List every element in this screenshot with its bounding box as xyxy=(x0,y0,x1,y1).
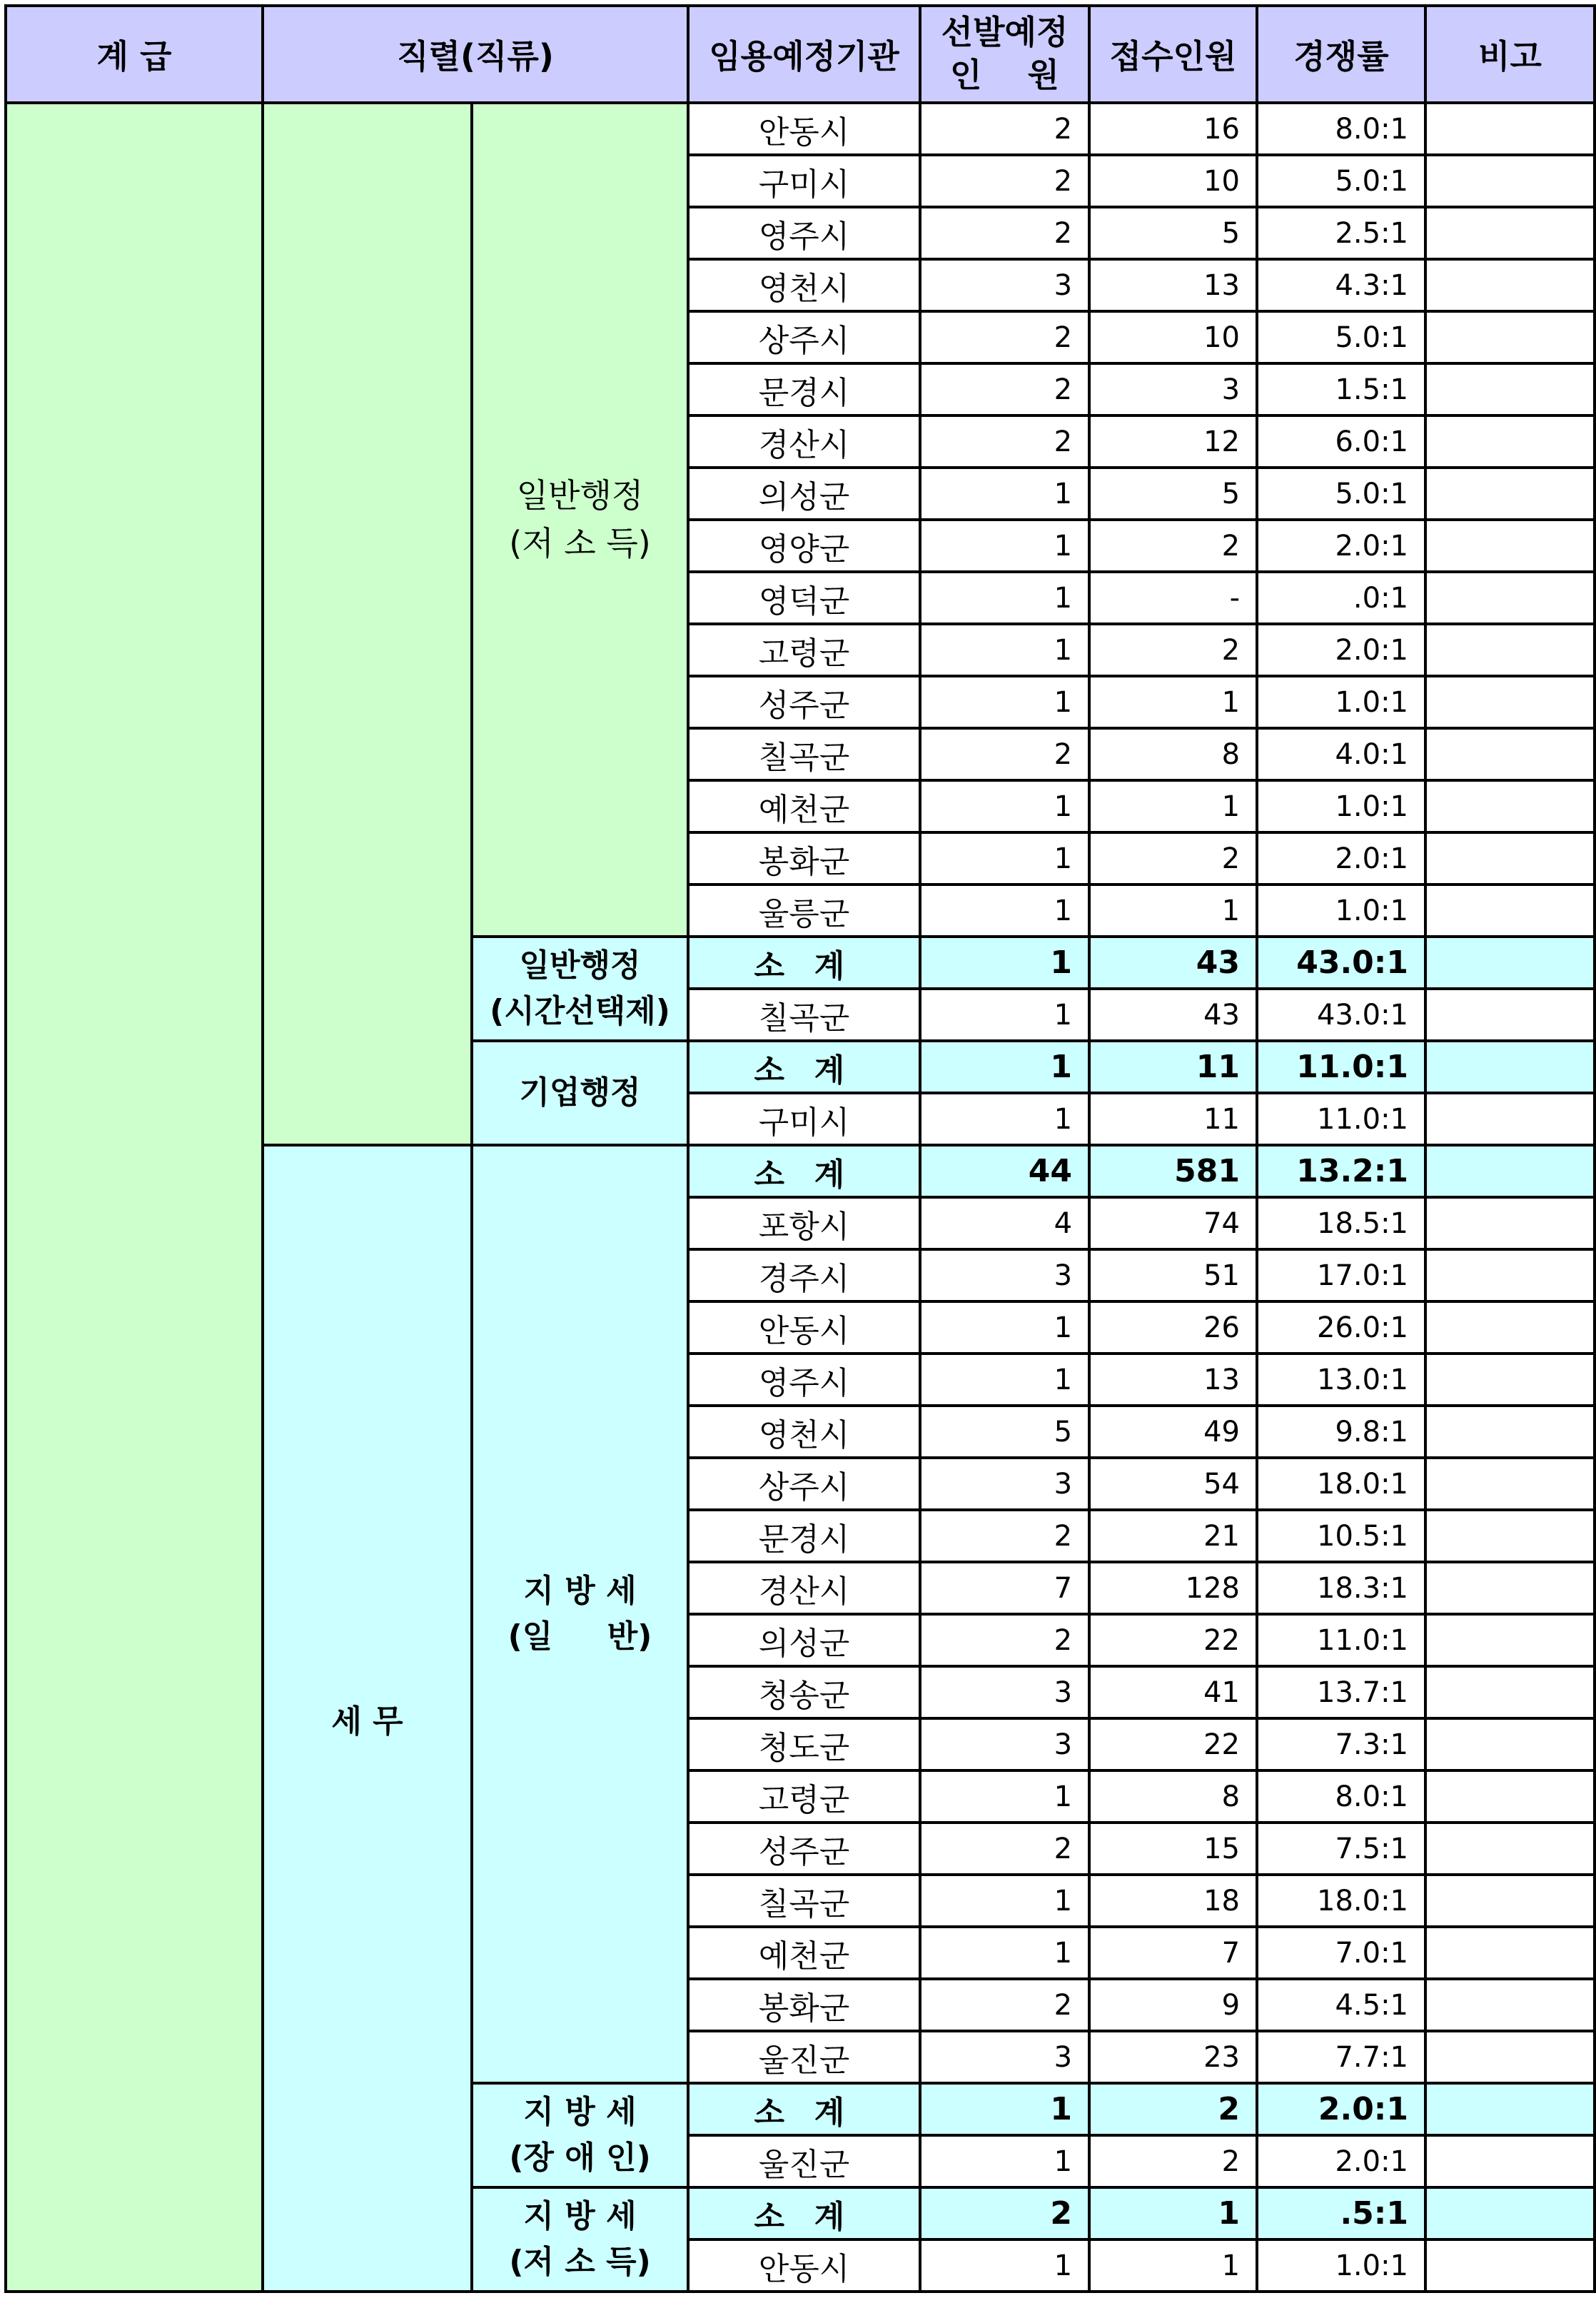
applicants-cell: 18 xyxy=(1089,1875,1257,1927)
ratio-cell: 26.0:1 xyxy=(1257,1301,1425,1354)
planned-cell: 1 xyxy=(920,1875,1089,1927)
applicants-cell: 22 xyxy=(1089,1718,1257,1770)
applicants-cell: 13 xyxy=(1089,259,1257,311)
note-cell xyxy=(1425,520,1595,572)
org-cell: 상주시 xyxy=(688,311,920,363)
org-cell: 경주시 xyxy=(688,1249,920,1301)
planned-cell: 1 xyxy=(920,520,1089,572)
ratio-cell: 18.3:1 xyxy=(1257,1562,1425,1614)
group-tax-lowincome: 지 방 세 (저 소 득) xyxy=(472,2187,688,2292)
header-org: 임용예정기관 xyxy=(688,6,920,103)
org-cell: 칠곡군 xyxy=(688,1875,920,1927)
applicants-cell: 1 xyxy=(1089,676,1257,728)
org-cell: 영덕군 xyxy=(688,572,920,624)
applicants-cell: 13 xyxy=(1089,1354,1257,1406)
ratio-cell: 1.0:1 xyxy=(1257,780,1425,832)
planned-cell: 3 xyxy=(920,1458,1089,1510)
note-cell xyxy=(1425,1406,1595,1458)
planned-cell: 44 xyxy=(920,1145,1089,1197)
note-cell xyxy=(1425,311,1595,363)
note-cell xyxy=(1425,1718,1595,1770)
ratio-cell: 1.5:1 xyxy=(1257,363,1425,415)
org-cell: 소 계 xyxy=(688,1145,920,1197)
note-cell xyxy=(1425,1510,1595,1562)
note-cell xyxy=(1425,1301,1595,1354)
note-cell xyxy=(1425,103,1595,155)
planned-cell: 1 xyxy=(920,1093,1089,1145)
planned-cell: 7 xyxy=(920,1562,1089,1614)
org-cell: 경산시 xyxy=(688,415,920,468)
applicants-cell: 581 xyxy=(1089,1145,1257,1197)
applicants-cell: 12 xyxy=(1089,415,1257,468)
planned-cell: 1 xyxy=(920,2135,1089,2187)
group-gen-time: 일반행정 (시간선택제) xyxy=(472,937,688,1041)
ratio-cell: 1.0:1 xyxy=(1257,676,1425,728)
org-cell: 예천군 xyxy=(688,1927,920,1979)
note-cell xyxy=(1425,259,1595,311)
planned-cell: 1 xyxy=(920,1770,1089,1823)
applicants-cell: 11 xyxy=(1089,1093,1257,1145)
applicants-cell: 26 xyxy=(1089,1301,1257,1354)
ratio-cell: 6.0:1 xyxy=(1257,415,1425,468)
applicants-cell: 128 xyxy=(1089,1562,1257,1614)
note-cell xyxy=(1425,1458,1595,1510)
note-cell xyxy=(1425,1197,1595,1249)
org-cell: 안동시 xyxy=(688,1301,920,1354)
applicants-cell: - xyxy=(1089,572,1257,624)
org-cell: 청송군 xyxy=(688,1666,920,1718)
applicants-cell: 21 xyxy=(1089,1510,1257,1562)
ratio-cell: 9.8:1 xyxy=(1257,1406,1425,1458)
applicants-cell: 22 xyxy=(1089,1614,1257,1666)
org-cell: 칠곡군 xyxy=(688,728,920,780)
ratio-cell: 8.0:1 xyxy=(1257,1770,1425,1823)
ratio-cell: 43.0:1 xyxy=(1257,937,1425,989)
org-cell: 문경시 xyxy=(688,1510,920,1562)
applicants-cell: 1 xyxy=(1089,780,1257,832)
org-cell: 소 계 xyxy=(688,1041,920,1093)
ratio-cell: 7.7:1 xyxy=(1257,2031,1425,2083)
series-cell-tax: 세 무 xyxy=(263,1145,472,2292)
planned-cell: 1 xyxy=(920,1041,1089,1093)
planned-cell: 2 xyxy=(920,728,1089,780)
ratio-cell: 2.0:1 xyxy=(1257,2083,1425,2135)
ratio-cell: 1.0:1 xyxy=(1257,885,1425,937)
planned-cell: 1 xyxy=(920,937,1089,989)
note-cell xyxy=(1425,207,1595,259)
applicants-cell: 8 xyxy=(1089,728,1257,780)
planned-cell: 1 xyxy=(920,1354,1089,1406)
applicants-cell: 15 xyxy=(1089,1823,1257,1875)
ratio-cell: 43.0:1 xyxy=(1257,989,1425,1041)
ratio-cell: 2.0:1 xyxy=(1257,832,1425,885)
note-cell xyxy=(1425,2083,1595,2135)
org-cell: 소 계 xyxy=(688,937,920,989)
ratio-cell: 2.0:1 xyxy=(1257,624,1425,676)
org-cell: 영양군 xyxy=(688,520,920,572)
ratio-cell: 5.0:1 xyxy=(1257,311,1425,363)
planned-cell: 2 xyxy=(920,155,1089,207)
org-cell: 성주군 xyxy=(688,1823,920,1875)
org-cell: 예천군 xyxy=(688,780,920,832)
applicants-cell: 10 xyxy=(1089,311,1257,363)
applicants-cell: 49 xyxy=(1089,1406,1257,1458)
note-cell xyxy=(1425,1770,1595,1823)
org-cell: 경산시 xyxy=(688,1562,920,1614)
ratio-cell: 18.0:1 xyxy=(1257,1458,1425,1510)
applicants-cell: 51 xyxy=(1089,1249,1257,1301)
grade-cell xyxy=(6,103,263,2292)
applicants-cell: 54 xyxy=(1089,1458,1257,1510)
ratio-cell: 11.0:1 xyxy=(1257,1093,1425,1145)
org-cell: 영주시 xyxy=(688,207,920,259)
note-cell xyxy=(1425,155,1595,207)
org-cell: 울릉군 xyxy=(688,885,920,937)
note-cell xyxy=(1425,1614,1595,1666)
applicants-cell: 43 xyxy=(1089,937,1257,989)
applicants-cell: 16 xyxy=(1089,103,1257,155)
group-tax-disabled: 지 방 세 (장 애 인) xyxy=(472,2083,688,2187)
ratio-cell: 10.5:1 xyxy=(1257,1510,1425,1562)
org-cell: 의성군 xyxy=(688,468,920,520)
note-cell xyxy=(1425,1093,1595,1145)
applicants-cell: 2 xyxy=(1089,832,1257,885)
planned-cell: 5 xyxy=(920,1406,1089,1458)
ratio-cell: 11.0:1 xyxy=(1257,1041,1425,1093)
applicants-cell: 9 xyxy=(1089,1979,1257,2031)
ratio-cell: 13.2:1 xyxy=(1257,1145,1425,1197)
planned-cell: 1 xyxy=(920,885,1089,937)
org-cell: 구미시 xyxy=(688,155,920,207)
note-cell xyxy=(1425,937,1595,989)
ratio-cell: 7.0:1 xyxy=(1257,1927,1425,1979)
org-cell: 고령군 xyxy=(688,1770,920,1823)
applicants-cell: 5 xyxy=(1089,468,1257,520)
applicants-cell: 2 xyxy=(1089,2135,1257,2187)
ratio-cell: 7.5:1 xyxy=(1257,1823,1425,1875)
planned-cell: 1 xyxy=(920,780,1089,832)
planned-cell: 2 xyxy=(920,1614,1089,1666)
header-grade: 계 급 xyxy=(6,6,263,103)
ratio-cell: 8.0:1 xyxy=(1257,103,1425,155)
note-cell xyxy=(1425,1249,1595,1301)
group-tax-general: 지 방 세 (일 반) xyxy=(472,1145,688,2083)
note-cell xyxy=(1425,2239,1595,2292)
planned-cell: 2 xyxy=(920,2187,1089,2239)
note-cell xyxy=(1425,1562,1595,1614)
applicants-cell: 2 xyxy=(1089,2083,1257,2135)
ratio-cell: 17.0:1 xyxy=(1257,1249,1425,1301)
header-ratio: 경쟁률 xyxy=(1257,6,1425,103)
planned-cell: 1 xyxy=(920,2239,1089,2292)
note-cell xyxy=(1425,676,1595,728)
org-cell: 칠곡군 xyxy=(688,989,920,1041)
ratio-cell: 5.0:1 xyxy=(1257,468,1425,520)
note-cell xyxy=(1425,1666,1595,1718)
ratio-cell: 13.7:1 xyxy=(1257,1666,1425,1718)
applicants-cell: 2 xyxy=(1089,624,1257,676)
note-cell xyxy=(1425,989,1595,1041)
planned-cell: 2 xyxy=(920,363,1089,415)
ratio-cell: .0:1 xyxy=(1257,572,1425,624)
planned-cell: 3 xyxy=(920,1666,1089,1718)
planned-cell: 2 xyxy=(920,207,1089,259)
org-cell: 소 계 xyxy=(688,2083,920,2135)
group-corp: 기업행정 xyxy=(472,1041,688,1145)
note-cell xyxy=(1425,1145,1595,1197)
note-cell xyxy=(1425,780,1595,832)
org-cell: 영천시 xyxy=(688,1406,920,1458)
org-cell: 봉화군 xyxy=(688,832,920,885)
ratio-cell: 4.3:1 xyxy=(1257,259,1425,311)
note-cell xyxy=(1425,624,1595,676)
planned-cell: 1 xyxy=(920,832,1089,885)
ratio-cell: 7.3:1 xyxy=(1257,1718,1425,1770)
note-cell xyxy=(1425,1927,1595,1979)
org-cell: 울진군 xyxy=(688,2031,920,2083)
applicants-cell: 43 xyxy=(1089,989,1257,1041)
header-row xyxy=(6,6,1595,103)
planned-cell: 2 xyxy=(920,311,1089,363)
org-cell: 소 계 xyxy=(688,2187,920,2239)
org-cell: 포항시 xyxy=(688,1197,920,1249)
planned-cell: 3 xyxy=(920,1718,1089,1770)
planned-cell: 4 xyxy=(920,1197,1089,1249)
applicants-cell: 5 xyxy=(1089,207,1257,259)
note-cell xyxy=(1425,468,1595,520)
ratio-cell: 2.5:1 xyxy=(1257,207,1425,259)
planned-cell: 1 xyxy=(920,624,1089,676)
planned-cell: 3 xyxy=(920,2031,1089,2083)
note-cell xyxy=(1425,2187,1595,2239)
applicants-cell: 23 xyxy=(1089,2031,1257,2083)
group-gen-low: 일반행정 (저 소 득) xyxy=(472,103,688,937)
header-note: 비고 xyxy=(1425,6,1595,103)
ratio-cell: 2.0:1 xyxy=(1257,520,1425,572)
planned-cell: 2 xyxy=(920,1979,1089,2031)
note-cell xyxy=(1425,1823,1595,1875)
org-cell: 성주군 xyxy=(688,676,920,728)
org-cell: 영천시 xyxy=(688,259,920,311)
ratio-cell: 13.0:1 xyxy=(1257,1354,1425,1406)
note-cell xyxy=(1425,1979,1595,2031)
applicants-cell: 1 xyxy=(1089,885,1257,937)
planned-cell: 2 xyxy=(920,415,1089,468)
note-cell xyxy=(1425,2135,1595,2187)
applicants-cell: 1 xyxy=(1089,2187,1257,2239)
org-cell: 청도군 xyxy=(688,1718,920,1770)
note-cell xyxy=(1425,363,1595,415)
ratio-cell: 11.0:1 xyxy=(1257,1614,1425,1666)
org-cell: 영주시 xyxy=(688,1354,920,1406)
series-cell-admin xyxy=(263,103,472,1145)
ratio-cell: .5:1 xyxy=(1257,2187,1425,2239)
note-cell xyxy=(1425,1354,1595,1406)
applicants-cell: 8 xyxy=(1089,1770,1257,1823)
note-cell xyxy=(1425,885,1595,937)
header-planned: 선발예정 인 원 xyxy=(920,6,1089,103)
ratio-cell: 4.0:1 xyxy=(1257,728,1425,780)
planned-cell: 1 xyxy=(920,676,1089,728)
ratio-cell: 18.0:1 xyxy=(1257,1875,1425,1927)
applicants-cell: 11 xyxy=(1089,1041,1257,1093)
ratio-cell: 18.5:1 xyxy=(1257,1197,1425,1249)
org-cell: 안동시 xyxy=(688,103,920,155)
org-cell: 구미시 xyxy=(688,1093,920,1145)
applicants-cell: 10 xyxy=(1089,155,1257,207)
header-series: 직렬(직류) xyxy=(263,6,688,103)
ratio-cell: 4.5:1 xyxy=(1257,1979,1425,2031)
note-cell xyxy=(1425,728,1595,780)
planned-cell: 1 xyxy=(920,1301,1089,1354)
ratio-cell: 1.0:1 xyxy=(1257,2239,1425,2292)
applicants-cell: 41 xyxy=(1089,1666,1257,1718)
org-cell: 상주시 xyxy=(688,1458,920,1510)
competition-table xyxy=(4,4,1596,2293)
planned-cell: 1 xyxy=(920,468,1089,520)
org-cell: 의성군 xyxy=(688,1614,920,1666)
planned-cell: 3 xyxy=(920,259,1089,311)
note-cell xyxy=(1425,415,1595,468)
note-cell xyxy=(1425,572,1595,624)
org-cell: 안동시 xyxy=(688,2239,920,2292)
ratio-cell: 5.0:1 xyxy=(1257,155,1425,207)
planned-cell: 2 xyxy=(920,1510,1089,1562)
planned-cell: 1 xyxy=(920,572,1089,624)
note-cell xyxy=(1425,832,1595,885)
planned-cell: 1 xyxy=(920,1927,1089,1979)
org-cell: 고령군 xyxy=(688,624,920,676)
table-row xyxy=(6,103,1595,155)
applicants-cell: 3 xyxy=(1089,363,1257,415)
planned-cell: 1 xyxy=(920,989,1089,1041)
org-cell: 울진군 xyxy=(688,2135,920,2187)
note-cell xyxy=(1425,2031,1595,2083)
applicants-cell: 2 xyxy=(1089,520,1257,572)
planned-cell: 2 xyxy=(920,1823,1089,1875)
note-cell xyxy=(1425,1875,1595,1927)
planned-cell: 3 xyxy=(920,1249,1089,1301)
org-cell: 봉화군 xyxy=(688,1979,920,2031)
planned-cell: 2 xyxy=(920,103,1089,155)
note-cell xyxy=(1425,1041,1595,1093)
applicants-cell: 74 xyxy=(1089,1197,1257,1249)
header-applicants: 접수인원 xyxy=(1089,6,1257,103)
planned-cell: 1 xyxy=(920,2083,1089,2135)
applicants-cell: 7 xyxy=(1089,1927,1257,1979)
applicants-cell: 1 xyxy=(1089,2239,1257,2292)
ratio-cell: 2.0:1 xyxy=(1257,2135,1425,2187)
org-cell: 문경시 xyxy=(688,363,920,415)
